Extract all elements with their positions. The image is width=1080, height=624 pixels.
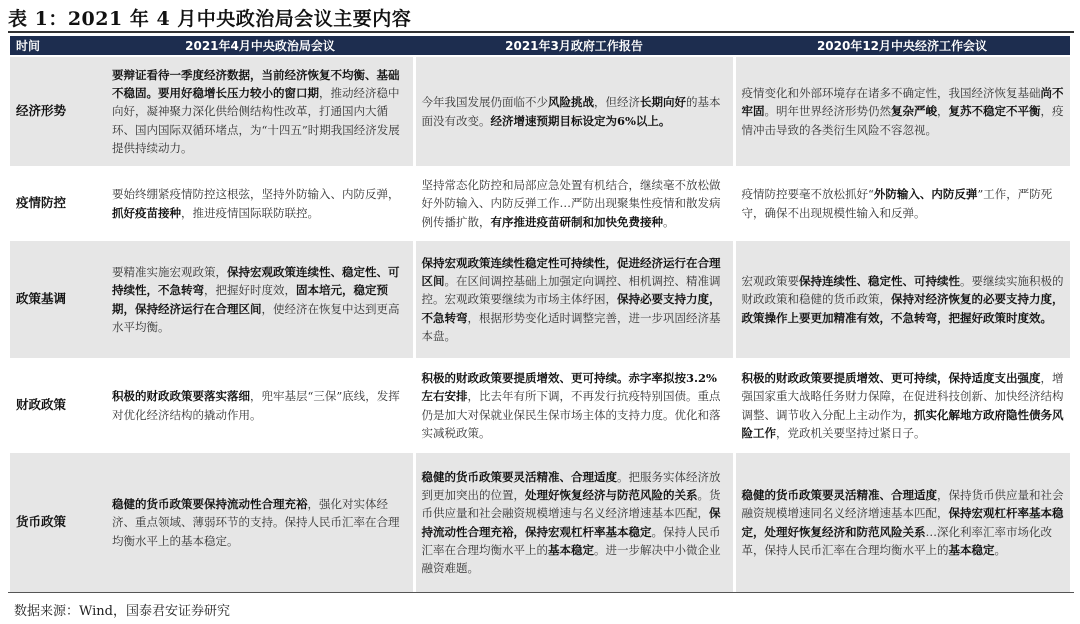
emphasis-text: 经济增速预期目标设定为6%以上。	[490, 113, 671, 128]
emphasis-text: 有序推进疫苗研制和加快免费接种	[490, 214, 663, 229]
cell-2021-apr	[106, 56, 414, 167]
body-text: 。保持人民币汇率在合理均衡水平上的	[421, 524, 721, 557]
cell-2021-mar	[414, 359, 734, 452]
table-row	[10, 359, 1070, 452]
data-source-note: 数据来源：Wind，国泰君安证券研究	[14, 604, 230, 619]
cell-2020-dec	[734, 359, 1070, 452]
emphasis-text: 稳健的货币政策要灵活精准、合理适度	[741, 488, 937, 503]
cell-2021-mar	[414, 167, 734, 240]
title-divider	[8, 31, 1074, 33]
body-text: 。在区间调控基础上加强定向调控、相机调控、精准调控。宏观政策要继续为市场主体纾困，	[421, 274, 721, 307]
body-text: ，党政机关要坚持过紧日子。	[776, 425, 926, 440]
body-text: 要精准实施宏观政策，	[112, 265, 227, 280]
table-row	[10, 167, 1070, 240]
emphasis-text: 保持宏观政策连续性、稳定性、可持续性，不急转弯	[112, 265, 400, 298]
emphasis-text: 保持宏观杠杆率基本稳定，处理好恢复经济和防范风险关系	[741, 506, 1064, 539]
body-text: …深化利率汇率市场化改革，保持人民币汇率在合理均衡水平上的	[741, 524, 1052, 557]
body-text: 。把服务实体经济放到更加突出的位置，	[421, 469, 721, 503]
table-row	[10, 452, 1070, 592]
header-2021-apr: 2021年4月中央政治局会议	[106, 36, 414, 56]
cell-2021-apr	[106, 240, 414, 359]
emphasis-text: 长期向好	[640, 95, 686, 110]
cell-2020-dec	[734, 240, 1070, 359]
header-2020-dec: 2020年12月中央经济工作会议	[734, 36, 1070, 56]
body-text: ，推进疫情国际联防联控。	[181, 205, 319, 220]
table-row	[10, 56, 1070, 167]
cell-2021-apr	[106, 452, 414, 592]
cell-2021-apr	[106, 359, 414, 452]
body-text: 疫情防控要毫不放松抓好“	[741, 187, 874, 202]
body-text: ”工作，严防死守，确保不出现规模性输入和反弹。	[741, 187, 1053, 220]
emphasis-text: 积极的财政政策要提质增效、更可持续。赤字率拟按3.2%左右安排	[421, 371, 717, 404]
body-text: 。	[994, 542, 1006, 557]
emphasis-text: 保持连续性、稳定性、可持续性	[799, 274, 960, 289]
table-header-row	[10, 36, 1070, 56]
emphasis-text: 固本培元，稳定预期，保持经济运行在合理区间	[112, 283, 388, 316]
cell-2020-dec	[734, 167, 1070, 240]
body-text: ，把握好时度效，	[204, 283, 296, 298]
body-text: 。进一步解决中小微企业融资难题。	[421, 542, 721, 575]
emphasis-text: 稳健的货币政策要保持流动性合理充裕	[112, 497, 308, 512]
row-label: 疫情防控	[10, 167, 106, 240]
cell-2020-dec	[734, 452, 1070, 592]
body-text: 坚持常态化防控和局部应急处置有机结合，继续毫不放松做好外防输入、内防反弹工作…严防出现聚集性疫情和散发病例传播扩散，	[421, 178, 721, 229]
emphasis-text: 复苏不稳定不平衡	[948, 104, 1041, 119]
body-text: 。明年世界经济形势仍然	[764, 104, 891, 119]
emphasis-text: 积极的财政政策要落实落细	[112, 389, 250, 404]
body-text: 的基本面没有改变。	[421, 95, 721, 128]
row-label: 政策基调	[10, 240, 106, 359]
body-text: 。要继续实施积极的财政政策和稳健的货币政策，	[741, 274, 1064, 307]
source-divider	[8, 592, 1074, 593]
row-label: 财政政策	[10, 359, 106, 452]
body-text: ，增强国家重大战略任务财力保障，在促进科技创新、加快经济结构调整、调节收入分配上主动作为，	[741, 371, 1064, 422]
emphasis-text: 尚不牢固	[741, 86, 1064, 119]
cell-2021-mar	[414, 240, 734, 359]
emphasis-text: 保持对经济恢复的必要支持力度，政策操作上要更加精准有效，不急转弯，把握好政策时度效。	[741, 292, 1064, 325]
body-text: ，使经济在恢复中达到更高水平均衡。	[112, 301, 400, 334]
policy-table	[10, 36, 1070, 592]
body-text: ，推动经济稳中向好，凝神聚力深化供给侧结构性改革，打通国内大循环、国内国际双循环堵点，为“十四五”时期我国经济发展提供持续动力。	[112, 86, 400, 155]
body-text: ，但经济	[594, 95, 640, 110]
body-text: ，	[937, 104, 949, 119]
emphasis-text: 稳健的货币政策要灵活精准、合理适度	[421, 469, 617, 484]
body-text: 今年我国发展仍面临不少	[421, 95, 548, 110]
cell-2021-apr	[106, 167, 414, 240]
emphasis-text: 要辩证看待一季度经济数据，当前经济恢复不均衡、基础不稳固。要用好稳增长压力较小的窗口期	[112, 67, 400, 101]
body-text: ，兜牢基层“三保”底线，发挥对优化经济结构的撬动作用。	[112, 389, 400, 422]
row-label: 经济形势	[10, 56, 106, 167]
emphasis-text: 积极的财政政策要提质增效、更可持续	[741, 371, 937, 386]
cell-2021-mar	[414, 56, 734, 167]
body-text: ，保持货币供应量和社会融资规模增速同名义经济增速基本匹配，	[741, 488, 1064, 521]
emphasis-text: ，保持适度支出强度	[937, 371, 1041, 386]
emphasis-text: 外防输入、内防反弹	[873, 187, 978, 202]
body-text: 宏观政策要	[741, 274, 799, 289]
row-label: 货币政策	[10, 452, 106, 592]
table-row	[10, 240, 1070, 359]
body-text: 要始终绷紧疫情防控这根弦，坚持外防输入、内防反弹，	[112, 187, 400, 202]
emphasis-text: 保持必要支持力度，不急转弯	[421, 292, 721, 325]
emphasis-text: 抓实化解地方政府隐性债务风险工作	[741, 407, 1064, 440]
body-text: ，根据形势变化适时调整完善，进一步巩固经济基本盘。	[421, 310, 721, 343]
emphasis-text: 基本稳定	[948, 542, 995, 557]
cell-2021-mar	[414, 452, 734, 592]
table-title: 表 1：2021 年 4 月中央政治局会议主要内容	[8, 8, 412, 30]
emphasis-text: 保持流动性合理充裕，保持宏观杠杆率基本稳定	[421, 506, 721, 539]
body-text: ，强化对实体经济、重点领域、薄弱环节的支持。保持人民币汇率在合理均衡水平上的基本稳定。	[112, 497, 400, 548]
emphasis-text: 复杂严峻	[891, 104, 937, 119]
body-text: 。	[663, 214, 675, 229]
cell-2020-dec	[734, 56, 1070, 167]
emphasis-text: 抓好疫苗接种	[112, 205, 181, 220]
emphasis-text: 风险挑战	[548, 95, 594, 110]
header-time: 时间	[10, 36, 106, 56]
body-text: ，疫情冲击导致的各类衍生风险不容忽视。	[741, 104, 1064, 137]
body-text: 疫情变化和外部环境存在诸多不确定性，我国经济恢复基础	[741, 86, 1041, 101]
emphasis-text: 保持宏观政策连续性稳定性可持续性，促进经济运行在合理区间	[421, 255, 721, 289]
emphasis-text: 处理好恢复经济与防范风险的关系	[525, 488, 698, 503]
body-text: ，比去年有所下调，不再发行抗疫特别国债。重点仍是加大对保就业保民生保市场主体的支持力度。优化和落实减税政策。	[421, 389, 721, 440]
emphasis-text: 基本稳定	[548, 542, 594, 557]
body-text: 。货币供应量和社会融资规模增速与名义经济增速基本匹配，	[421, 488, 721, 521]
header-2021-mar: 2021年3月政府工作报告	[414, 36, 734, 56]
